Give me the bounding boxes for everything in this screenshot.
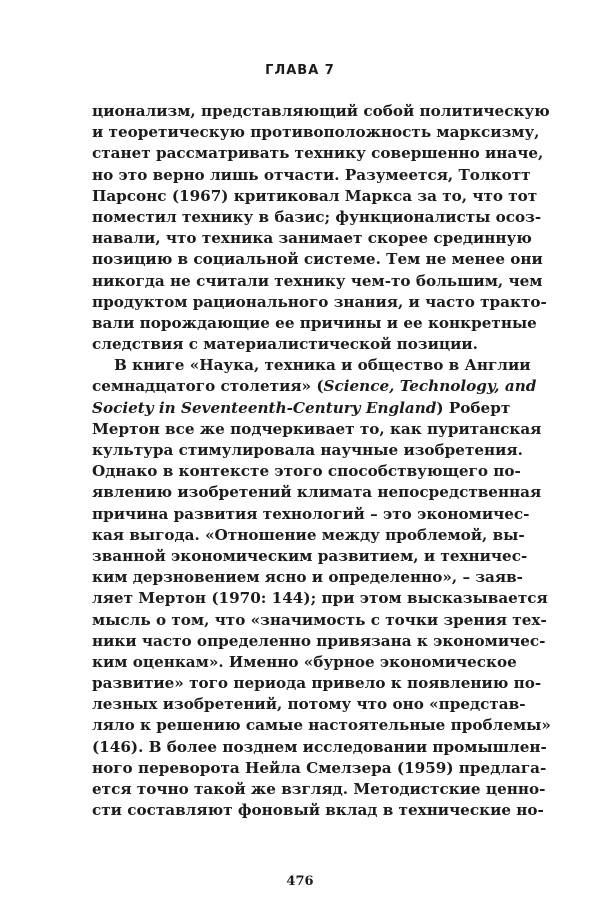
text-line: ется точно такой же взгляд. Методистские ценно- bbox=[92, 780, 546, 798]
text-line: Парсонс (1967) критиковал Маркса за то, что тот bbox=[92, 186, 538, 205]
text-line: ляло к решению самые настоятельные проблемы» bbox=[92, 716, 551, 735]
text-line: развитие» того периода привело к появлению по- bbox=[92, 674, 542, 693]
text-line: лезных изобретений, потому что оно «представ- bbox=[92, 695, 526, 714]
text-line: В книге «Наука, техника и общество в Англии bbox=[114, 356, 531, 375]
text-segment: ) Роберт bbox=[436, 398, 511, 417]
chapter-header: ГЛАВА 7 bbox=[265, 63, 335, 78]
text-line bbox=[92, 376, 537, 397]
body-text bbox=[92, 101, 551, 821]
text-line: (146). В более позднем исследовании промышлен- bbox=[92, 737, 547, 756]
text-line: ники часто определенно привязана к экономичес- bbox=[92, 631, 546, 650]
text-line: но это верно лишь отчасти. Разумеется, Толкотт bbox=[92, 165, 531, 184]
text-line: ционализм, представляющий собой политическую bbox=[92, 102, 550, 120]
text-line: Мертон все же подчеркивает то, как пуританская bbox=[92, 419, 542, 438]
text-line: мысль о том, что «значимость с точки зрения тех- bbox=[92, 610, 547, 629]
text-line: ким оценкам». Именно «бурное экономическое bbox=[92, 652, 517, 671]
text-line: ляет Мертон (1970: 144); при этом высказывается bbox=[92, 589, 548, 608]
text-line: навали, что техника занимает скорее срединную bbox=[92, 229, 532, 248]
text-line: следствия с материалистической позиции. bbox=[92, 335, 478, 354]
text-line: кая выгода. «Отношение между проблемой, вы- bbox=[92, 525, 525, 544]
text-line: никогда не считали технику чем-то большим, чем bbox=[92, 271, 543, 290]
text-line: поместил технику в базис; функционалисты осоз- bbox=[92, 207, 542, 226]
text-line: продуктом рационального знания, и часто тракто- bbox=[92, 292, 547, 311]
text-line: сти составляют фоновый вклад в технические но- bbox=[92, 801, 544, 820]
text-line: ким дерзновением ясно и определенно», – заяв- bbox=[92, 568, 523, 587]
text-line: станет рассматривать технику совершенно иначе, bbox=[92, 144, 544, 163]
text-line: Однако в контексте этого способствующего по- bbox=[92, 462, 521, 481]
text-line: позицию в социальной системе. Тем не менее они bbox=[92, 250, 543, 269]
book-title-italic: Science, Technology, and bbox=[323, 377, 537, 396]
text-line: званной экономическим развитием, и техничес- bbox=[92, 546, 528, 565]
book-title-italic: Society in Seventeenth-Century England bbox=[92, 398, 437, 417]
text-line: культура стимулировала научные изобретения. bbox=[92, 441, 523, 459]
text-line: ного переворота Нейла Смелзера (1959) предлага- bbox=[92, 758, 547, 777]
text-line: явлению изобретений климата непосредственная bbox=[92, 483, 542, 502]
page-number: 476 bbox=[286, 874, 314, 889]
text-line: причина развития технологий – это экономичес- bbox=[92, 504, 530, 523]
text-segment: семнадцатого столетия» ( bbox=[92, 377, 324, 396]
text-line: вали порождающие ее причины и ее конкретные bbox=[92, 313, 537, 332]
text-line bbox=[92, 398, 511, 419]
text-line: и теоретическую противоположность марксизму, bbox=[92, 123, 540, 142]
